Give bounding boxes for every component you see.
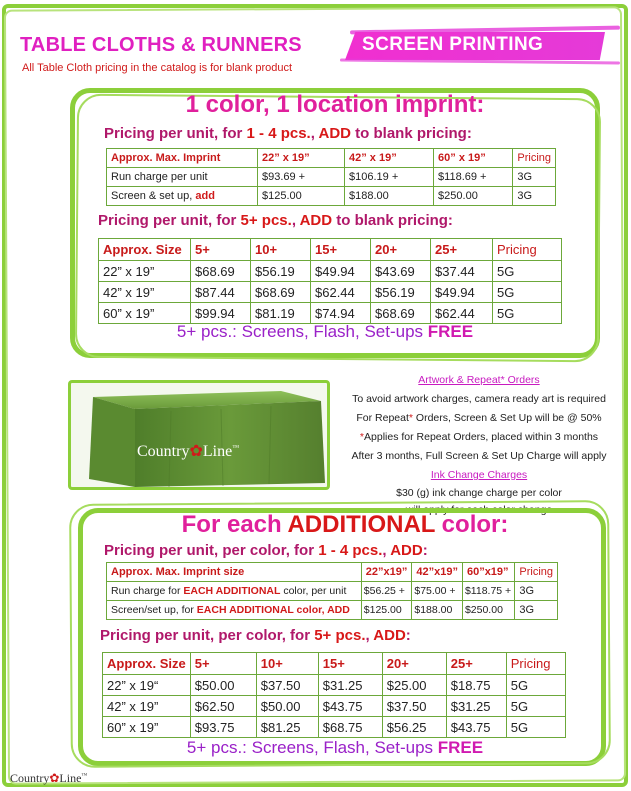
price-cell: $118.75 +	[462, 582, 514, 601]
table-header-cell: 25+	[431, 239, 493, 261]
page-title: TABLE CLOTHS & RUNNERS	[20, 34, 302, 56]
table-header-cell: 20+	[371, 239, 431, 261]
size-cell: 42” x 19”	[103, 696, 191, 717]
pricing-code: 3G	[515, 582, 558, 601]
table-header-cell: Pricing	[513, 149, 556, 168]
page-subtitle: All Table Cloth pricing in the catalog is for blank product	[22, 62, 293, 74]
price-cell: $43.75	[446, 717, 506, 738]
table-header-cell: Approx. Size	[103, 653, 191, 675]
pricing-code: 5G	[493, 261, 562, 282]
price-cell: $43.69	[371, 261, 431, 282]
artwork-info-block	[334, 371, 624, 519]
size-cell: 60” x 19”	[103, 717, 191, 738]
price-cell: $31.25	[446, 696, 506, 717]
table-header-cell: Pricing	[515, 563, 558, 582]
pricing-code: 3G	[513, 187, 556, 206]
row-label: Run charge per unit	[107, 168, 258, 187]
size-cell: 22” x 19“	[103, 675, 191, 696]
tablecloth-brand-logo: Country✿Line™	[137, 443, 240, 460]
section-two-small-qty-table	[106, 562, 558, 620]
price-cell: $250.00	[462, 601, 514, 620]
row-label: Screen & set up, add	[107, 187, 258, 206]
section-one-subheading-small-qty: Pricing per unit, for 1 - 4 pcs., ADD to blank pricing:	[104, 125, 472, 142]
price-cell: $125.00	[361, 601, 412, 620]
pricing-code: 5G	[506, 675, 565, 696]
price-cell: $125.00	[257, 187, 344, 206]
table-row	[99, 261, 562, 282]
price-cell: $62.50	[190, 696, 256, 717]
price-cell: $62.44	[431, 303, 493, 324]
price-cell: $25.00	[382, 675, 446, 696]
table-row	[107, 187, 556, 206]
pricing-code: 5G	[506, 717, 565, 738]
row-label: Run charge for EACH ADDITIONAL color, per unit	[107, 582, 362, 601]
price-cell: $31.25	[318, 675, 382, 696]
price-cell: $68.69	[251, 282, 311, 303]
price-cell: $56.25 +	[361, 582, 412, 601]
pricing-code: 5G	[506, 696, 565, 717]
price-cell: $99.94	[191, 303, 251, 324]
price-cell: $75.00 +	[412, 582, 463, 601]
info-line: *Applies for Repeat Orders, placed within 3 months	[359, 431, 599, 443]
price-cell: $49.94	[431, 282, 493, 303]
price-cell: $93.69 +	[257, 168, 344, 187]
table-header-cell: 22” x 19”	[257, 149, 344, 168]
table-header-cell: Pricing	[493, 239, 562, 261]
price-cell: $49.94	[311, 261, 371, 282]
ink-change-charges-link[interactable]: Ink Change Charges	[430, 469, 528, 481]
table-header-row	[107, 563, 558, 582]
tablecloth-product-image	[68, 380, 330, 490]
table-header-cell: Approx. Max. Imprint size	[107, 563, 362, 582]
pricing-code: 5G	[493, 282, 562, 303]
table-row	[107, 582, 558, 601]
section-one-large-qty-table	[98, 238, 562, 324]
info-line: After 3 months, Full Screen & Set Up Charge will apply	[351, 450, 607, 462]
info-line: To avoid artwork charges, camera ready art is required	[352, 393, 606, 405]
price-cell: $37.50	[256, 675, 318, 696]
pricing-code: 5G	[493, 303, 562, 324]
table-header-row	[99, 239, 562, 261]
price-cell: $118.69 +	[434, 168, 513, 187]
section-one-subheading-large-qty: Pricing per unit, for 5+ pcs., ADD to blank pricing:	[98, 212, 453, 229]
table-row	[103, 717, 566, 738]
section-two-subheading-large-qty: Pricing per unit, per color, for 5+ pcs., ADD:	[100, 627, 411, 644]
price-cell: $106.19 +	[345, 168, 434, 187]
artwork-repeat-orders-link[interactable]: Artwork & Repeat* Orders	[418, 374, 540, 386]
table-row	[99, 303, 562, 324]
price-cell: $62.44	[311, 282, 371, 303]
price-cell: $81.25	[256, 717, 318, 738]
table-header-row	[103, 653, 566, 675]
price-cell: $37.50	[382, 696, 446, 717]
pricing-code: 3G	[515, 601, 558, 620]
section-one-heading: 1 color, 1 location imprint:	[185, 91, 485, 118]
banner-label: SCREEN PRINTING	[362, 34, 544, 55]
price-cell: $50.00	[256, 696, 318, 717]
table-header-cell: Approx. Size	[99, 239, 191, 261]
price-cell: $188.00	[345, 187, 434, 206]
size-cell: 42” x 19”	[99, 282, 191, 303]
price-cell: $43.75	[318, 696, 382, 717]
info-line: $30 (g) ink change charge per color	[396, 487, 562, 499]
table-header-cell: 10+	[251, 239, 311, 261]
price-cell: $18.75	[446, 675, 506, 696]
price-cell: $37.44	[431, 261, 493, 282]
table-header-cell: 22”x19”	[361, 563, 412, 582]
table-header-cell: 42” x 19”	[345, 149, 434, 168]
pricing-code: 3G	[513, 168, 556, 187]
price-cell: $68.75	[318, 717, 382, 738]
table-header-row	[107, 149, 556, 168]
table-row	[103, 675, 566, 696]
table-header-cell: 20+	[382, 653, 446, 675]
size-cell: 22” x 19”	[99, 261, 191, 282]
table-header-cell: 10+	[256, 653, 318, 675]
table-header-cell: 15+	[311, 239, 371, 261]
price-cell: $56.25	[382, 717, 446, 738]
table-header-cell: Approx. Max. Imprint	[107, 149, 258, 168]
table-header-cell: 42”x19”	[412, 563, 463, 582]
price-cell: $87.44	[191, 282, 251, 303]
row-label: Screen/set up, for EACH ADDITIONAL color, ADD	[107, 601, 362, 620]
table-row	[99, 282, 562, 303]
maple-leaf-icon: ✿	[49, 771, 60, 785]
section-one-free-setup-note: 5+ pcs.: Screens, Flash, Set-ups FREE	[176, 322, 474, 341]
footer-brand-logo: Country✿Line™	[10, 771, 88, 785]
section-two-subheading-small-qty: Pricing per unit, per color, for 1 - 4 pcs., ADD:	[104, 542, 428, 559]
price-cell: $50.00	[190, 675, 256, 696]
tablecloth-illustration	[71, 383, 330, 490]
size-cell: 60” x 19”	[99, 303, 191, 324]
table-row	[107, 168, 556, 187]
table-header-cell: 60”x19”	[462, 563, 514, 582]
price-cell: $56.19	[251, 261, 311, 282]
section-two-free-setup-note: 5+ pcs.: Screens, Flash, Set-ups FREE	[186, 738, 484, 757]
table-row	[107, 601, 558, 620]
price-cell: $93.75	[190, 717, 256, 738]
table-header-cell: Pricing	[506, 653, 565, 675]
price-cell: $74.94	[311, 303, 371, 324]
info-line: will apply for each color change	[405, 504, 553, 516]
table-header-cell: 25+	[446, 653, 506, 675]
section-two-large-qty-table	[102, 652, 566, 738]
price-cell: $68.69	[191, 261, 251, 282]
table-header-cell: 60” x 19”	[434, 149, 513, 168]
price-cell: $68.69	[371, 303, 431, 324]
info-line: For Repeat* Orders, Screen & Set Up will be @ 50%	[356, 412, 602, 424]
maple-leaf-icon: ✿	[189, 443, 203, 460]
price-cell: $81.19	[251, 303, 311, 324]
table-row	[103, 696, 566, 717]
price-cell: $250.00	[434, 187, 513, 206]
section-two-heading: For each ADDITIONAL color:	[181, 511, 509, 538]
price-cell: $56.19	[371, 282, 431, 303]
table-header-cell: 15+	[318, 653, 382, 675]
section-one-small-qty-table	[106, 148, 556, 206]
price-cell: $188.00	[412, 601, 463, 620]
table-header-cell: 5+	[190, 653, 256, 675]
table-header-cell: 5+	[191, 239, 251, 261]
